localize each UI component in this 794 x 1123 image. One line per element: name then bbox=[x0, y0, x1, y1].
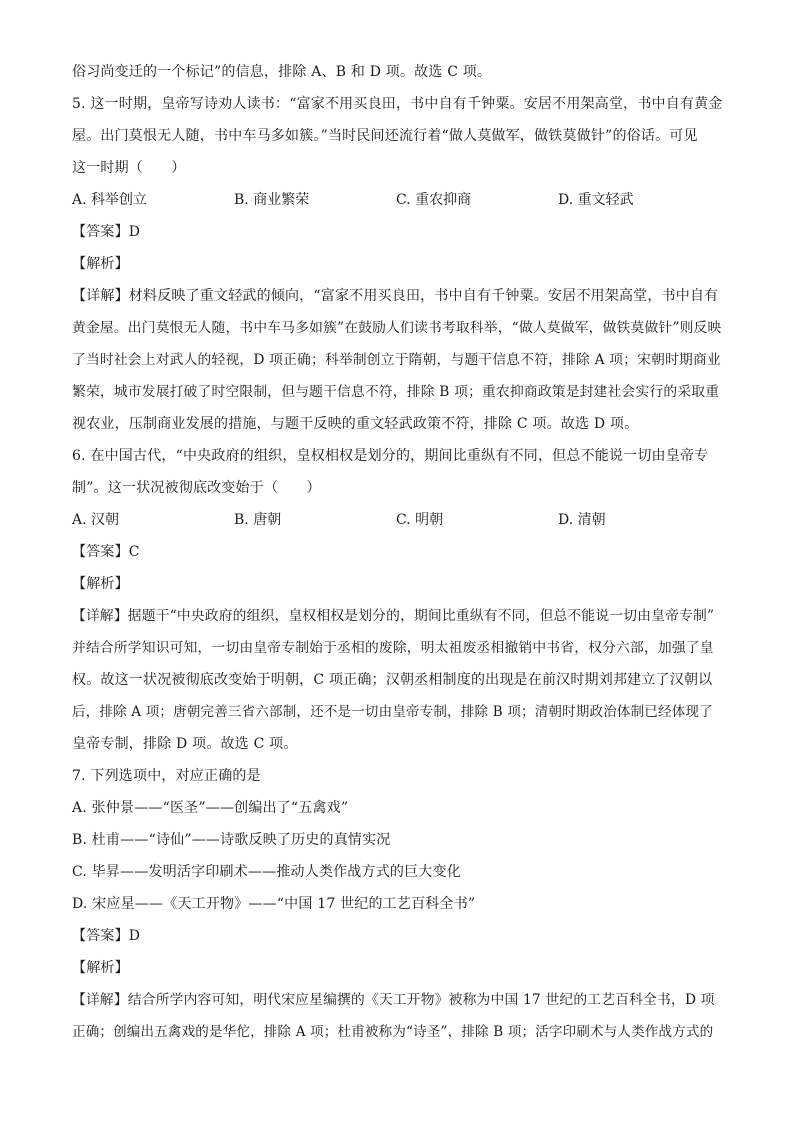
answer-label: 【答案】D bbox=[72, 928, 141, 944]
explanation-text: 了当时社会上对武人的轻视，D 项正确；科举制创立于隋朝，与题干信息不符，排除 A 项；宋朝时期商业 bbox=[72, 352, 721, 368]
option-b: B. 唐朝 bbox=[234, 512, 282, 528]
question-5-text: 这一时期（ ） bbox=[72, 160, 186, 176]
option-c: C. 重农抑商 bbox=[396, 192, 472, 208]
explanation-text: 正确；创编出五禽戏的是华佗，排除 A 项；杜甫被称为“诗圣”，排除 B 项；活字印刷术与人类作战方式的 bbox=[72, 1024, 714, 1040]
question-7-text: 7. 下列选项中，对应正确的是 bbox=[72, 768, 261, 784]
analysis-label: 【解析】 bbox=[72, 256, 129, 272]
explanation-text: 【详解】结合所学内容可知，明代宋应星编撰的《天工开物》被称为中国 17 世纪的工艺百科全书，D 项 bbox=[72, 992, 715, 1008]
option-a: A. 科举创立 bbox=[72, 192, 148, 208]
option-b: B. 商业繁荣 bbox=[234, 192, 310, 208]
analysis-label: 【解析】 bbox=[72, 960, 129, 976]
option-a: A. 汉朝 bbox=[72, 512, 120, 528]
explanation-text: 【详解】材料反映了重文轻武的倾向，“富家不用买良田，书中自有千钟粟。安居不用架高堂，书中自有 bbox=[72, 288, 719, 304]
explanation-text: 并结合所学知识可知，一切由皇帝专制始于丞相的废除，明太祖废丞相撤销中书省，权分六部，加强了皇 bbox=[72, 640, 714, 656]
explanation-text: 皇帝专制，排除 D 项。故选 C 项。 bbox=[72, 736, 298, 752]
option-a: A. 张仲景——“医圣”——创编出了“五禽戏” bbox=[72, 800, 349, 816]
explanation-text: 黄金屋。出门莫恨无人随，书中车马多如簇”在鼓励人们读书考取科举，“做人莫做军，做铁莫做针”则反映 bbox=[72, 320, 722, 336]
answer-label: 【答案】C bbox=[72, 544, 140, 560]
option-d: D. 重文轻武 bbox=[558, 192, 634, 208]
explanation-text: 视农业，压制商业发展的措施，与题干反映的重文轻武政策不符，排除 C 项。故选 D 项。 bbox=[72, 416, 639, 432]
answer-label: 【答案】D bbox=[72, 224, 141, 240]
question-6-text: 制”。这一状况被彻底改变始于（ ） bbox=[72, 480, 321, 496]
explanation-text: 繁荣，城市发展打破了时空限制，但与题干信息不符，排除 B 项；重农抑商政策是封建社会实行的采取重 bbox=[72, 384, 720, 400]
option-d: D. 宋应星——《天工开物》——“中国 17 世纪的工艺百科全书” bbox=[72, 896, 476, 912]
option-c: C. 毕昇——发明活字印刷术——推动人类作战方式的巨大变化 bbox=[72, 864, 461, 880]
option-b: B. 杜甫——“诗仙”——诗歌反映了历史的真情实况 bbox=[72, 832, 391, 848]
explanation-text: 【详解】据题干“中央政府的组织，皇权相权是划分的，期间比重纵有不同，但总不能说一切由皇帝专制” bbox=[72, 608, 715, 624]
option-c: C. 明朝 bbox=[396, 512, 444, 528]
text-line: 俗习尚变迁的一个标记”的信息，排除 A、B 和 D 项。故选 C 项。 bbox=[72, 64, 492, 80]
option-d: D. 清朝 bbox=[558, 512, 606, 528]
explanation-text: 权。故这一状况被彻底改变始于明朝，C 项正确；汉朝丞相制度的出现是在前汉时期刘邦建立了汉朝以 bbox=[72, 672, 713, 688]
analysis-label: 【解析】 bbox=[72, 576, 129, 592]
explanation-text: 后，排除 A 项；唐朝完善三省六部制，还不是一切由皇帝专制，排除 B 项；清朝时期政治体制已经体现了 bbox=[72, 704, 713, 720]
question-6-text: 6. 在中国古代，“中央政府的组织，皇权相权是划分的，期间比重纵有不同，但总不能说一切由皇帝专 bbox=[72, 448, 709, 464]
question-5-text: 屋。出门莫恨无人随，书中车马多如簇。”当时民间还流行着“做人莫做军，做铁莫做针”的俗话。可见 bbox=[72, 128, 698, 144]
question-5-text: 5. 这一时期，皇帝写诗劝人读书：“富家不用买良田，书中自有千钟粟。安居不用架高堂，书中自有黄金 bbox=[72, 96, 723, 112]
